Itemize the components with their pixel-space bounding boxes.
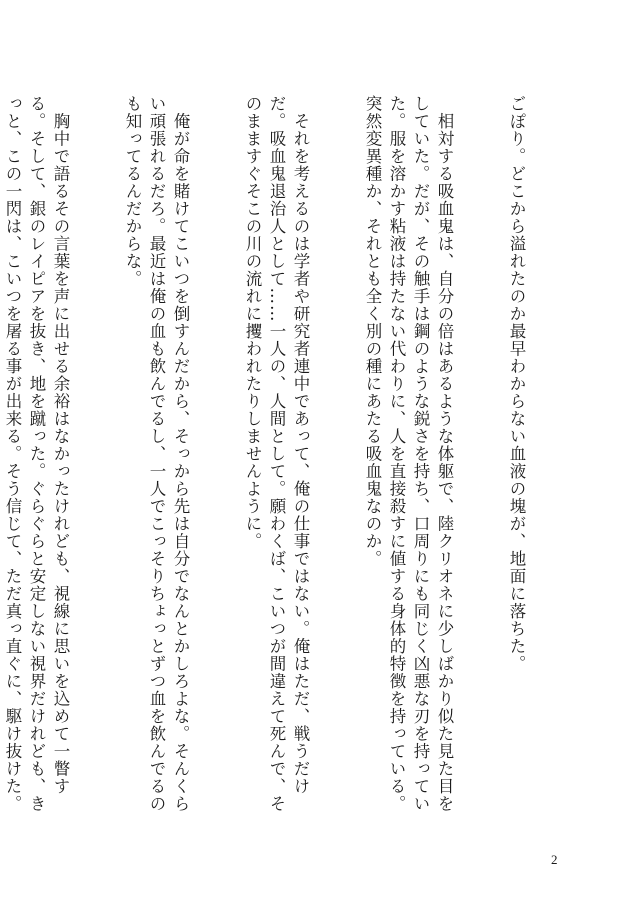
paragraph-4: 俺が命を賭けてこいつを倒すんだから、そっから先は自分でなんとかしろよな。そんくらい頑張れるだろ。最近は俺の血も飲んでるし、一人でこっそりちょっとずつ血を飲んでるのも知ってるんだからな。 — [123, 95, 190, 813]
paragraph-1: ごぽり。どこから溢れたのか最早わからない血液の塊が、地面に落ちた。 — [507, 95, 526, 673]
page-number: 2 — [551, 852, 558, 867]
vertical-text-body — [0, 95, 576, 815]
paragraph-5: 胸中で語るその言葉を声に出せる余裕はなかったけれども、視線に思いを込めて一瞥する。そして、銀のレイピアを抜き、地を蹴った。ぐらぐらと安定しない視界だけれども、きっと、この一閃は、こいつを屠る事が出来る。そう信じて、ただ真っ直ぐに、駆け抜けた。 — [3, 95, 70, 813]
paragraph-2: 相対する吸血鬼は、自分の倍はあるような体躯で、陸クリオネに少しばかり似た見た目をしていた。だが、その触手は鋼のような鋭さを持ち、口周りにも同じく凶悪な刃を持っていた。服を溶かす粘液は持たない代わりに、人を直接殺すに値する身体的特徴を持っている。突然変異種か、それとも全く別の種にあたる吸血鬼なのか。 — [363, 95, 454, 813]
paragraph-3: それを考えるのは学者や研究者連中であって、俺の仕事ではない。俺はただ、戦うだけだ。吸血鬼退治人として……一人の、人間として。願わくば、こいつが間違えて死んで、そのまますぐそこの川の流れに攫われたりしませんように。 — [243, 95, 310, 813]
